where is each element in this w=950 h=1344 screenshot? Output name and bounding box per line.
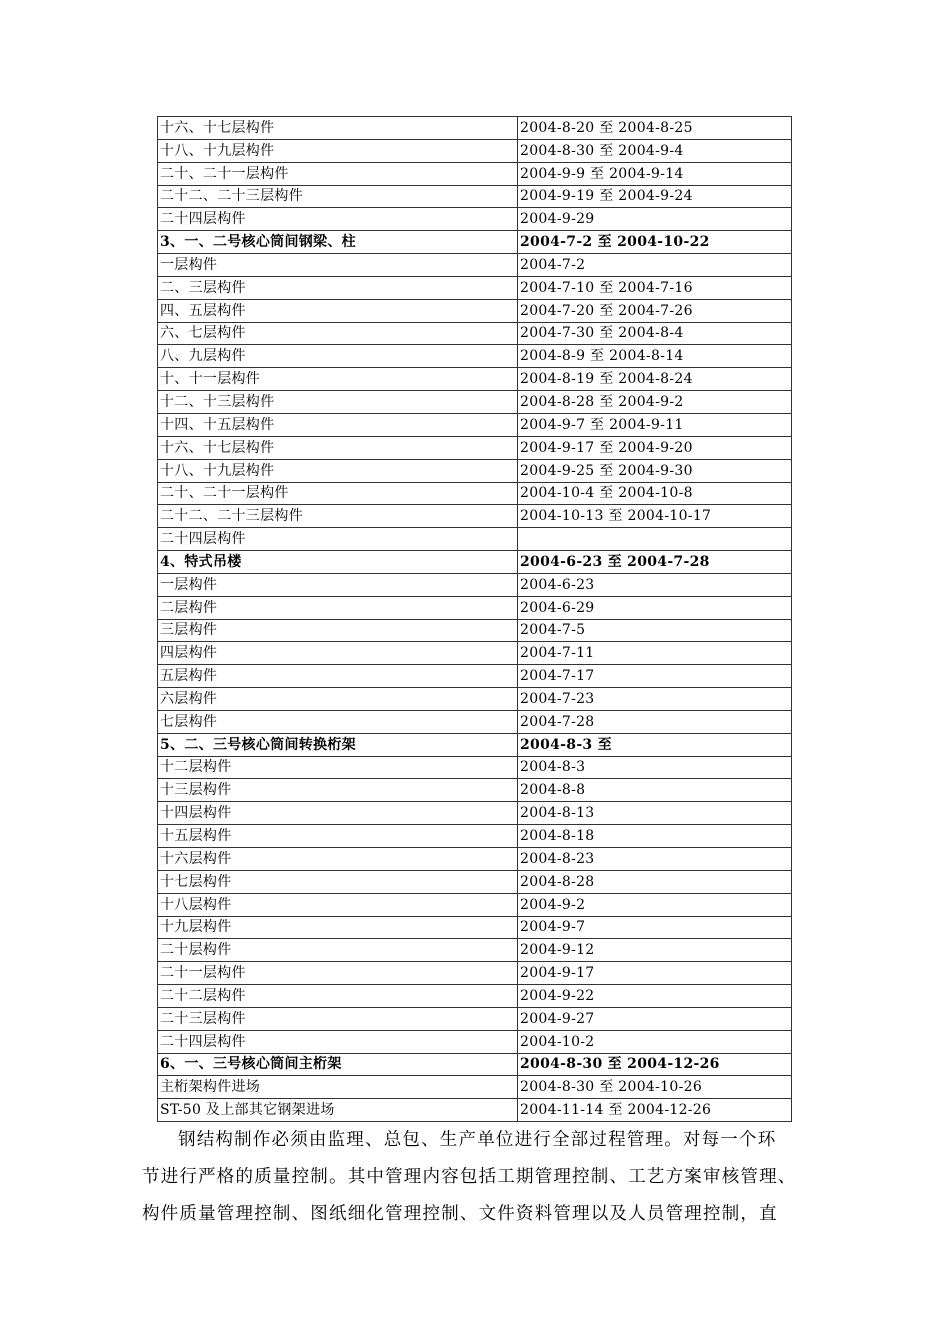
item-cell: 二层构件 [158,596,518,619]
date-cell: 2004-8-3 至 [518,733,792,756]
table-row [158,1076,792,1099]
table-row [158,848,792,871]
table-row [158,870,792,893]
paragraph-line: 节进行严格的质量控制。其中管理内容包括工期管理控制、工艺方案审核管理、 [142,1167,797,1187]
item-cell: 3、一、二号核心筒间钢梁、柱 [158,231,518,254]
date-cell: 2004-9-12 [518,939,792,962]
paragraph-line: 钢结构制作必须由监理、总包、生产单位进行全部过程管理。对每一个环 [178,1130,777,1150]
item-cell: 二十层构件 [158,939,518,962]
item-cell: 十四层构件 [158,802,518,825]
item-cell: 四层构件 [158,642,518,665]
date-cell: 2004-7-2 [518,254,792,277]
table-row [158,962,792,985]
table-row [158,596,792,619]
item-cell: 一层构件 [158,254,518,277]
item-cell: 十八、十九层构件 [158,139,518,162]
table-row [158,642,792,665]
section-heading-row [158,1053,792,1076]
date-cell: 2004-7-23 [518,688,792,711]
date-cell: 2004-9-22 [518,985,792,1008]
section-heading-row [158,733,792,756]
item-cell: 十八、十九层构件 [158,459,518,482]
item-cell: 六、七层构件 [158,322,518,345]
date-cell: 2004-7-28 [518,710,792,733]
item-cell: 六层构件 [158,688,518,711]
table-row [158,505,792,528]
section-heading-row [158,551,792,574]
item-cell: 十八层构件 [158,893,518,916]
date-cell: 2004-6-23 至 2004-7-28 [518,551,792,574]
item-cell: 十五层构件 [158,825,518,848]
table-row [158,619,792,642]
table-row [158,368,792,391]
item-cell: 二十二、二十三层构件 [158,185,518,208]
date-cell: 2004-9-7 [518,916,792,939]
item-cell: 二十四层构件 [158,528,518,551]
item-cell: 二十、二十一层构件 [158,482,518,505]
date-cell: 2004-8-19 至 2004-8-24 [518,368,792,391]
date-cell: 2004-9-17 至 2004-9-20 [518,436,792,459]
table-row [158,299,792,322]
table-row [158,802,792,825]
item-cell: 十六、十七层构件 [158,117,518,140]
item-cell: 二十二、二十三层构件 [158,505,518,528]
body-paragraph [142,1122,810,1233]
date-cell: 2004-8-28 [518,870,792,893]
table-row [158,1030,792,1053]
table-row [158,893,792,916]
item-cell: 二十四层构件 [158,1030,518,1053]
table-row [158,276,792,299]
date-cell: 2004-8-3 [518,756,792,779]
table-row [158,185,792,208]
date-cell: 2004-7-2 至 2004-10-22 [518,231,792,254]
item-cell: 七层构件 [158,710,518,733]
date-cell: 2004-7-10 至 2004-7-16 [518,276,792,299]
date-cell: 2004-8-23 [518,848,792,871]
table-row [158,482,792,505]
date-cell: 2004-8-30 至 2004-9-4 [518,139,792,162]
item-cell: ST-50 及上部其它钢架进场 [158,1099,518,1122]
date-cell: 2004-7-11 [518,642,792,665]
table-row [158,345,792,368]
table-row [158,139,792,162]
date-cell: 2004-9-19 至 2004-9-24 [518,185,792,208]
date-cell: 2004-9-2 [518,893,792,916]
item-cell: 二十一层构件 [158,962,518,985]
table-row [158,322,792,345]
date-cell: 2004-10-13 至 2004-10-17 [518,505,792,528]
date-cell: 2004-7-17 [518,665,792,688]
item-cell: 四、五层构件 [158,299,518,322]
item-cell: 一层构件 [158,573,518,596]
date-cell: 2004-9-17 [518,962,792,985]
table-row [158,985,792,1008]
item-cell: 5、二、三号核心筒间转换桁架 [158,733,518,756]
item-cell: 二十四层构件 [158,208,518,231]
item-cell: 4、特式吊楼 [158,551,518,574]
item-cell: 二、三层构件 [158,276,518,299]
paragraph-line: 构件质量管理控制、图纸细化管理控制、文件资料管理以及人员管理控制，直 [142,1204,778,1224]
table-row [158,710,792,733]
item-cell: 十二、十三层构件 [158,391,518,414]
table-row [158,688,792,711]
date-cell: 2004-7-5 [518,619,792,642]
date-cell: 2004-7-20 至 2004-7-26 [518,299,792,322]
table-row [158,825,792,848]
item-cell: 主桁架构件进场 [158,1076,518,1099]
item-cell: 十二层构件 [158,756,518,779]
item-cell: 十四、十五层构件 [158,413,518,436]
table-row [158,208,792,231]
item-cell: 五层构件 [158,665,518,688]
table-row [158,528,792,551]
table-row [158,117,792,140]
date-cell: 2004-8-13 [518,802,792,825]
table-row [158,939,792,962]
item-cell: 二十三层构件 [158,1007,518,1030]
date-cell: 2004-8-20 至 2004-8-25 [518,117,792,140]
section-heading-row [158,231,792,254]
table-row [158,1007,792,1030]
table-row [158,573,792,596]
date-cell: 2004-9-25 至 2004-9-30 [518,459,792,482]
date-cell: 2004-11-14 至 2004-12-26 [518,1099,792,1122]
date-cell: 2004-8-30 至 2004-12-26 [518,1053,792,1076]
item-cell: 十七层构件 [158,870,518,893]
item-cell: 二十、二十一层构件 [158,162,518,185]
table-row [158,391,792,414]
table-row [158,1099,792,1122]
table-row [158,459,792,482]
item-cell: 6、一、三号核心筒间主桁架 [158,1053,518,1076]
date-cell: 2004-8-30 至 2004-10-26 [518,1076,792,1099]
item-cell: 二十二层构件 [158,985,518,1008]
date-cell: 2004-10-4 至 2004-10-8 [518,482,792,505]
date-cell: 2004-8-28 至 2004-9-2 [518,391,792,414]
item-cell: 十六、十七层构件 [158,436,518,459]
date-cell [518,528,792,551]
schedule-table-body [158,117,792,1122]
table-row [158,756,792,779]
date-cell: 2004-10-2 [518,1030,792,1053]
table-row [158,413,792,436]
date-cell: 2004-8-8 [518,779,792,802]
table-row [158,916,792,939]
table-row [158,665,792,688]
item-cell: 十九层构件 [158,916,518,939]
date-cell: 2004-9-29 [518,208,792,231]
item-cell: 三层构件 [158,619,518,642]
date-cell: 2004-7-30 至 2004-8-4 [518,322,792,345]
date-cell: 2004-9-7 至 2004-9-11 [518,413,792,436]
date-cell: 2004-6-23 [518,573,792,596]
item-cell: 八、九层构件 [158,345,518,368]
item-cell: 十三层构件 [158,779,518,802]
item-cell: 十六层构件 [158,848,518,871]
table-row [158,162,792,185]
item-cell: 十、十一层构件 [158,368,518,391]
date-cell: 2004-9-9 至 2004-9-14 [518,162,792,185]
table-row [158,779,792,802]
table-row [158,436,792,459]
schedule-table [157,116,792,1122]
date-cell: 2004-9-27 [518,1007,792,1030]
date-cell: 2004-8-9 至 2004-8-14 [518,345,792,368]
date-cell: 2004-6-29 [518,596,792,619]
date-cell: 2004-8-18 [518,825,792,848]
table-row [158,254,792,277]
